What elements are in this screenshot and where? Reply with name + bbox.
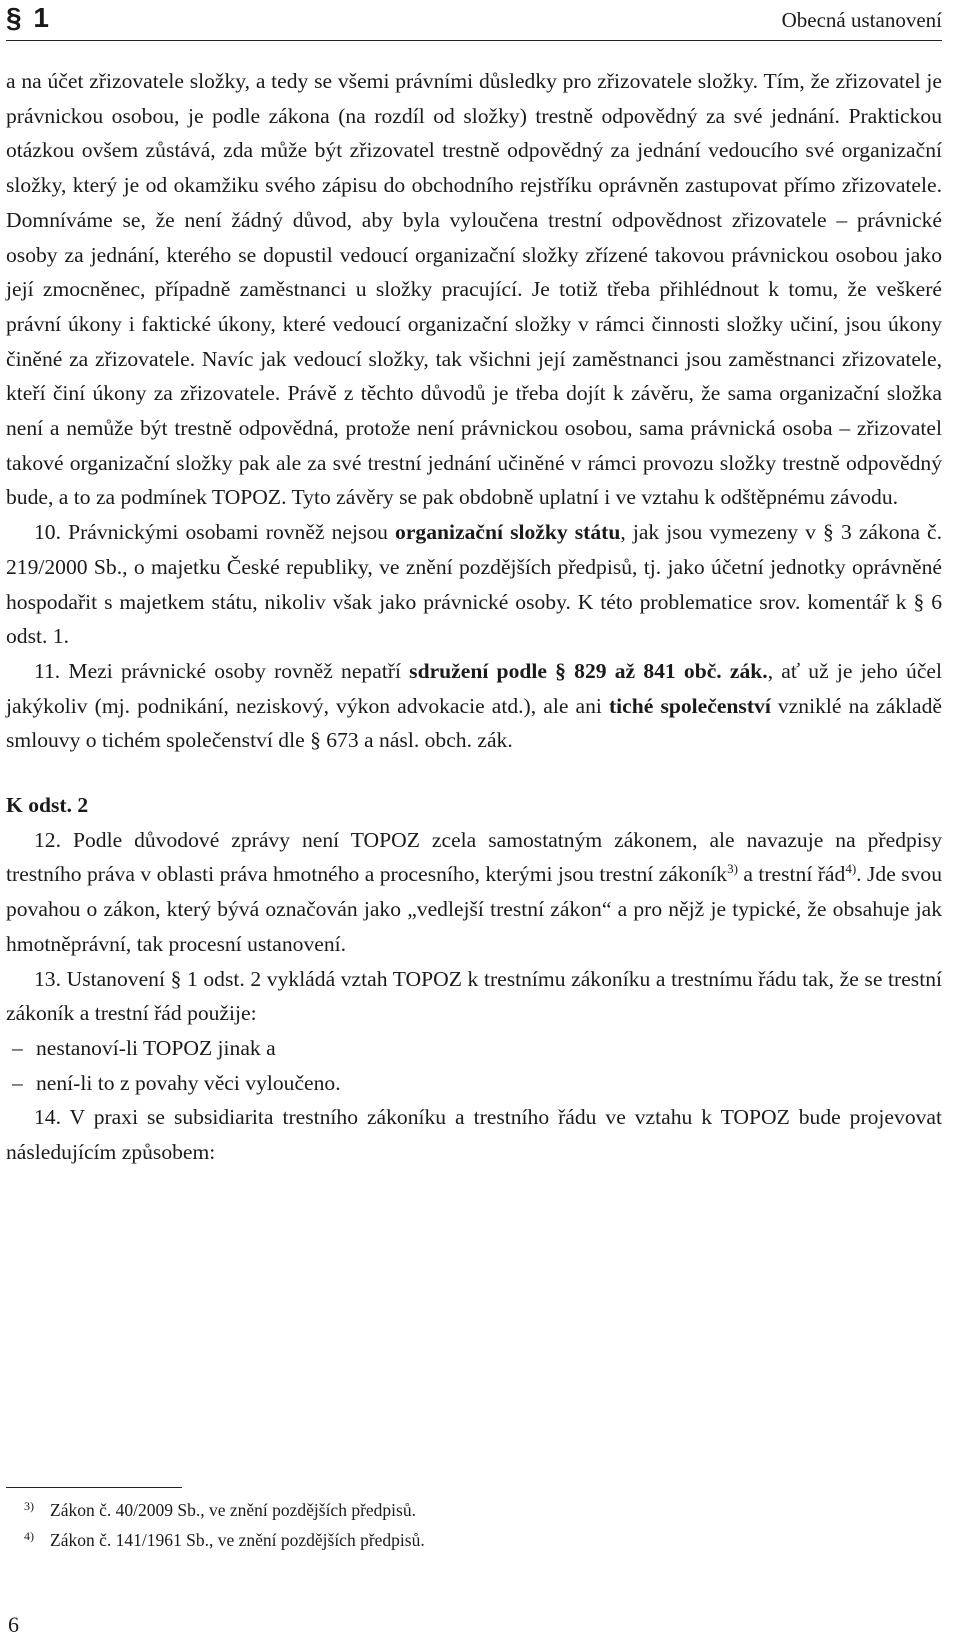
paragraph-continued: a na účet zřizovatele složky, a tedy se všemi právními důsledky pro zřizovatele složky. Tím, že zřizovatel je právnickou osobou, je podle zákona (na rozdíl od složky) trestně odpovědný za své jednání. Praktickou otázkou ovšem zůstává, zda může být zřizovatel trestně odpovědný za jednání vedoucího své organizační složky, který je od okamžiku svého zápisu do obchodního rejstříku oprávněn zastupovat přímo zřizovatele. Domníváme se, že není žádný důvod, aby byla vyloučena trestní odpovědnost zřizovatele – právnické osoby za jednání, kterého se dopustil vedoucí organizační složky zřízené takovou právnickou osobou jako její zmocněnec, případně zaměstnanci u složky pracující. Je totiž třeba přihlédnout k tomu, že veškeré právní úkony i faktické úkony, které vedoucí organizační složky v rámci činnosti složky učiní, jsou úkony činěné za zřizovatele. Navíc jak vedoucí složky, tak všichni její zaměstnanci jsou zaměstnanci zřizovatele, kteří činí úkony za zřizovatele. Právě z těchto důvodů je třeba dojít k závěru, že sama organizační složka není a nemůže být trestně odpovědná, protože není právnickou osobou, sama právnická osoba – zřizovatel takové organizační složky pak ale za své trestní jednání učiněné v rámci provozu složky trestně odpovědný bude, a to za podmínek TOPOZ. Tyto závěry se pak obdobně uplatní i ve vztahu k odštěpnému závodu. <box>6 69 942 510</box>
paragraph-12: 12. Podle důvodové zprávy není TOPOZ zcela samostatným zákonem, ale navazuje na předpisy trestního práva v oblasti práva hmotného a procesního, kterými jsou trestní zákoník$^{3)}$ a trestní řád$^{4)}$. Jde svou povahou o zákon, který bývá označován jako „vedlejší trestní zákon“ a pro nějž je typické, že obsahuje jak hmotněprávní, tak procesní ustanovení. <box>6 827 942 956</box>
emphasis-term: organizační složky státu <box>395 520 621 545</box>
footnote-divider <box>6 1487 182 1488</box>
footnote-reference[interactable]: 4) <box>845 861 857 877</box>
footnote-number: 4) <box>24 1528 34 1543</box>
dash-bullet: – <box>12 1035 23 1060</box>
section-mark: § 1 <box>6 2 51 33</box>
list-item: – není-li to z povahy věci vyloučeno. <box>6 1066 942 1101</box>
paragraph-11: 11. Mezi právnické osoby rovněž nepatří sdružení podle § 829 až 841 obč. zák., ať už je jeho účel jakýkoliv (mj. podnikání, neziskový, výkon advokacie atd.), ale ani tiché společenství vzniklé na základě smlouvy o tichém společenství dle § 673 a násl. obch. zák. <box>6 658 942 753</box>
paragraph-13: 13. Ustanovení § 1 odst. 2 vykládá vztah TOPOZ k trestnímu zákoníku a trestnímu řádu tak, že se trestní zákoník a trestní řád použije: <box>6 966 942 1026</box>
running-header <box>6 0 942 41</box>
body-text <box>6 64 942 1170</box>
paragraph-10: 10. Právnickými osobami rovněž nejsou organizační složky státu, jak jsou vymezeny v § 3 zákona č. 219/2000 Sb., o majetku České republiky, ve znění pozdějších předpisů, tj. jako účetní jednotky oprávněné hospodařit s majetkem státu, nikoliv však jako právnické osoby. K této problematice srov. komentář k § 6 odst. 1. <box>6 520 943 649</box>
footnote: 3) Zákon č. 40/2009 Sb., ve znění pozdějších předpisů. <box>6 1496 942 1526</box>
emphasis-term: tiché společenství <box>608 693 771 718</box>
footnote-reference[interactable]: 3) <box>727 861 738 877</box>
footnote: 4) Zákon č. 141/1961 Sb., ve znění pozdějších předpisů. <box>6 1526 942 1556</box>
footnote-number: 3) <box>24 1499 34 1513</box>
dash-bullet: – <box>12 1070 23 1095</box>
paragraph-14: 14. V praxi se subsidiarita trestního zákoníku a trestního řádu ve vztahu k TOPOZ bude projevovat následujícím způsobem: <box>6 1105 942 1165</box>
list-item: – nestanoví-li TOPOZ jinak a <box>6 1031 942 1066</box>
footnotes <box>6 1496 942 1555</box>
emphasis-term: sdružení podle § 829 až 841 obč. zák. <box>409 658 768 683</box>
page-number: 6 <box>8 1612 19 1637</box>
subheading: K odst. 2 <box>6 793 89 818</box>
running-title: Obecná ustanovení <box>781 8 942 32</box>
